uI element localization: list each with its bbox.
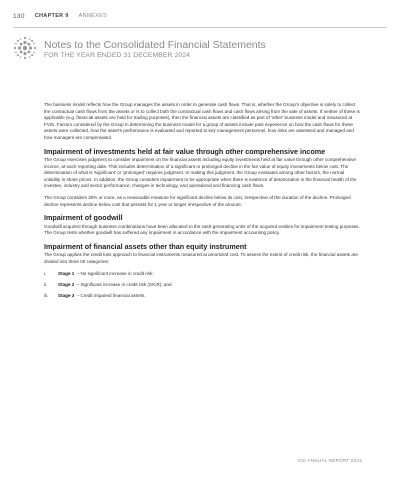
stage-text: – Significant increase in credit risk (SICR); and xyxy=(75,281,172,287)
section-heading: Impairment of goodwill xyxy=(44,213,123,223)
section-paragraph: The Group applies the credit loss approach to financial instruments measured at amortized cost. To assess the extent of credit risk, the financial assets are divided into three I3I categories: xyxy=(44,252,358,264)
page-subtitle: FOR THE YEAR ENDED 31 DECEMBER 2024 xyxy=(44,52,191,59)
title-block xyxy=(44,39,386,60)
stage-text: – Credit impaired financial assets. xyxy=(75,292,146,298)
stage-label: Stage 2 xyxy=(58,281,75,287)
main-content xyxy=(44,102,361,304)
section-paragraph: Goodwill acquired through business combinations have been allocated to the cash-generating units of the acquired entities for impairment testing purposes. The Group tests whether goodwill has suffered any impairment in accordance with the impairment accounting policy. xyxy=(44,223,360,236)
section-heading: Impairment of investments held at fair value through other comprehensive income xyxy=(44,146,326,156)
intro-paragraph: The business model reflects how the Group manages the assets in order to generate cash flows. That is, whether the Group's objective is solely to collect the contractual cash flows from the assets or is to collect both the contractual cash flows and cash flows arising from the sale of assets. If neither of these is applicable (e.g. financial assets are held for trading purposes), then the financial assets are classified as part of 'other' business model and measured at FVIS. Factors considered by the Group in determining the business model for a group of assets include past experience on how the cash flows for these assets were collected, how the asset's performance is evaluated and reported to key management personnel, how risks are assessed and managed and how managers are compensated. xyxy=(44,102,360,140)
header-divider xyxy=(13,27,387,28)
list-item xyxy=(44,271,361,278)
list-item xyxy=(44,293,361,300)
ornament-icon xyxy=(13,36,37,60)
section-label: ANNEXES xyxy=(78,13,108,19)
stage-list xyxy=(44,271,361,300)
page-title: Notes to the Consolidated Financial Statements xyxy=(44,39,266,51)
stage-label: Stage 1 xyxy=(58,270,75,276)
list-number: ii. xyxy=(44,281,48,287)
section-heading: Impairment of financial assets other than equity instrument xyxy=(44,241,247,251)
stage-text: – No significant increase in credit risk; xyxy=(75,270,154,276)
page-footer: ICD ANNUAL REPORT 2024 xyxy=(297,458,362,463)
list-item xyxy=(44,282,361,289)
section-paragraph: The Group considers 30% or more, as a reasonable measure for significant decline below its cost, irrespective of the duration of the decline. Prolonged decline represents decline below cost that persists for 1 year or longer irrespective of the amount. xyxy=(44,195,351,207)
list-number: i. xyxy=(44,270,47,276)
running-header xyxy=(13,10,107,22)
chapter-label: CHAPTER 9 xyxy=(34,13,69,19)
page-number: 130 xyxy=(13,12,25,20)
stage-label: Stage 3 xyxy=(58,292,75,298)
list-number: iii. xyxy=(44,292,49,298)
section-paragraph: The Group exercises judgment to consider impairment on the financial assets including equity investments held at fair value through other comprehensive income, at each reporting date. This includes determination of a significant or prolonged decline in the fair value of equity investments below cost. The determination of what is 'significant' or 'prolonged' requires judgment. In making this judgment, the Group evaluates among other factors, the normal volatility in share prices. In addition, the Group considers impairment to be appropriate when there is evidence of deterioration in the financial health of the investee, industry and sector performance, changes in technology, and operational and financing cash flows. xyxy=(44,157,357,189)
